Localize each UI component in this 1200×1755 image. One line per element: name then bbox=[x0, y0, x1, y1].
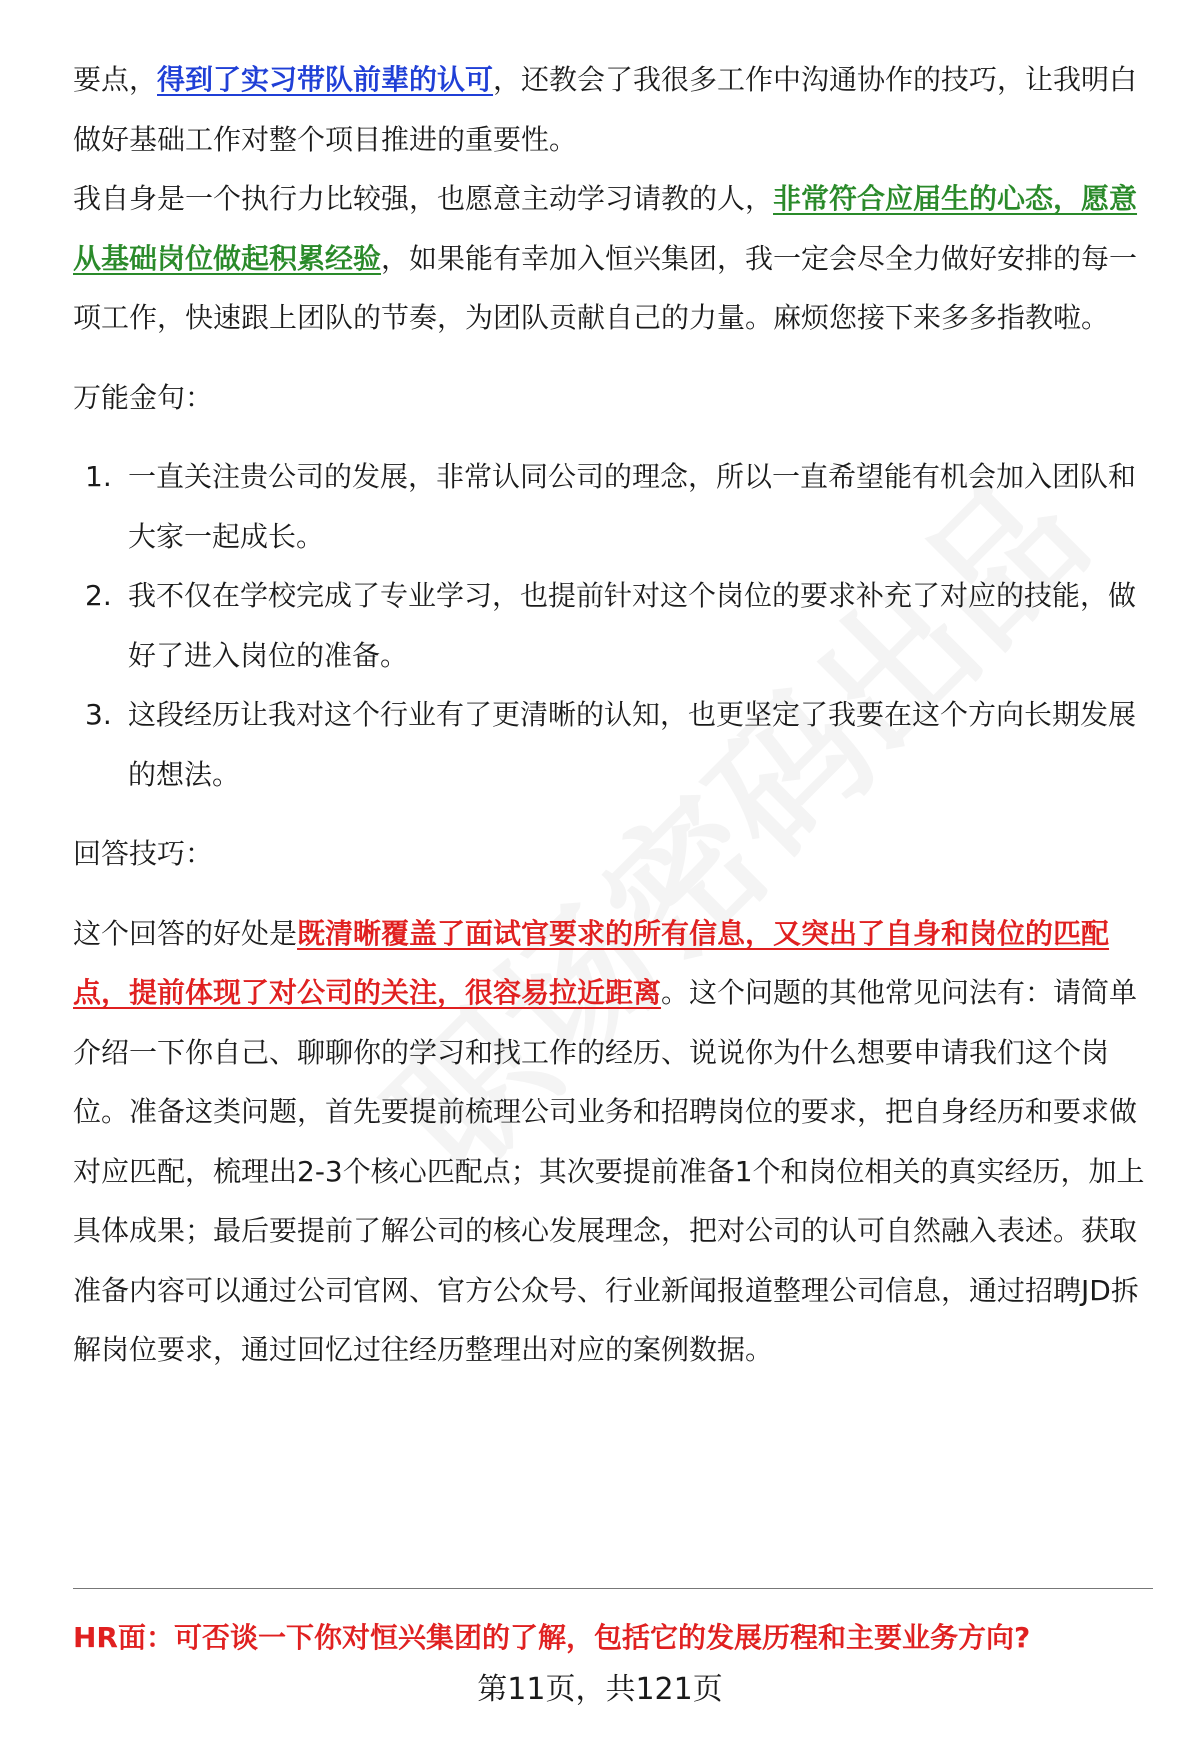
paragraph-self-intro bbox=[73, 169, 1153, 348]
list-item-text: 我不仅在学校完成了专业学习，也提前针对这个岗位的要求补充了对应的技能，做好了进入岗位的准备。 bbox=[128, 579, 1137, 672]
tips-text-1: 这个回答的好处是 bbox=[73, 916, 298, 950]
answer-tips-label: 回答技巧： bbox=[73, 837, 214, 870]
list-item-number: 2. bbox=[85, 579, 112, 612]
para2-text-2: ，如果能有幸加入恒兴集团，我一定会尽全力做好安排的每一项工作，快速跟上团队的节奏，为团队贡献自己的力量。麻烦您接下来多多指教啦。 bbox=[73, 241, 1138, 334]
list-item-number: 3. bbox=[85, 698, 112, 731]
paragraph-answer-tips bbox=[73, 904, 1153, 1380]
para2-text-1: 我自身是一个执行力比较强，也愿意主动学习请教的人， bbox=[73, 182, 774, 215]
golden-sentences-label: 万能金句： bbox=[73, 380, 214, 414]
para2-highlight: 非常符合应届生的心态，愿意从基础岗位做起积累经验 bbox=[73, 182, 1138, 275]
list-item-text: 一直关注贵公司的发展，非常认同公司的理念，所以一直希望能有机会加入团队和大家一起成长。 bbox=[128, 460, 1137, 553]
list-item-text: 这段经历让我对这个行业有了更清晰的认知，也更坚定了我要在这个方向长期发展的想法。 bbox=[128, 698, 1137, 791]
section-divider bbox=[73, 1588, 1153, 1589]
content-body bbox=[73, 50, 1153, 1380]
tips-text-2: 。这个问题的其他常见问法有：请简单介绍一下你自己、聊聊你的学习和找工作的经历、说说你为什么想要申请我们这个岗位。准备这类问题，首先要提前梳理公司业务和招聘岗位的要求，把自身经历和要求做对应匹配，梳理出2-3个核心匹配点；其次要提前准备1个和岗位相关的真实经历，加上具体成果；最后要提前了解公司的核心发展理念，把对公司的认可自然融入表述。获取准备内容可以通过公司官网、官方公众号、行业新闻报道整理公司信息，通过招聘JD拆解岗位要求，通过回忆过往经历整理出对应的案例数据。 bbox=[73, 976, 1145, 1366]
hr-question-heading: HR面：可否谈一下你对恒兴集团的了解，包括它的发展历程和主要业务方向? bbox=[73, 1621, 1031, 1654]
list-item bbox=[73, 447, 1153, 566]
list-item bbox=[73, 566, 1153, 685]
para1-text-1: 要点， bbox=[73, 63, 158, 96]
para1-highlight: 得到了实习带队前辈的认可 bbox=[157, 63, 494, 96]
paragraph-experience-summary bbox=[73, 50, 1153, 169]
page-number-footer: 第11页，共121页 bbox=[477, 1672, 723, 1707]
para1-text-2: ，还教会了我很多工作中沟通协作的技巧，让我明白做好基础工作对整个项目推进的重要性。 bbox=[73, 63, 1138, 156]
tips-highlight: 既清晰覆盖了面试官要求的所有信息，又突出了自身和岗位的匹配点，提前体现了对公司的关注，很容易拉近距离 bbox=[73, 916, 1110, 1009]
golden-sentences-list bbox=[73, 447, 1153, 804]
list-item bbox=[73, 685, 1153, 804]
list-item-number: 1. bbox=[85, 460, 112, 493]
